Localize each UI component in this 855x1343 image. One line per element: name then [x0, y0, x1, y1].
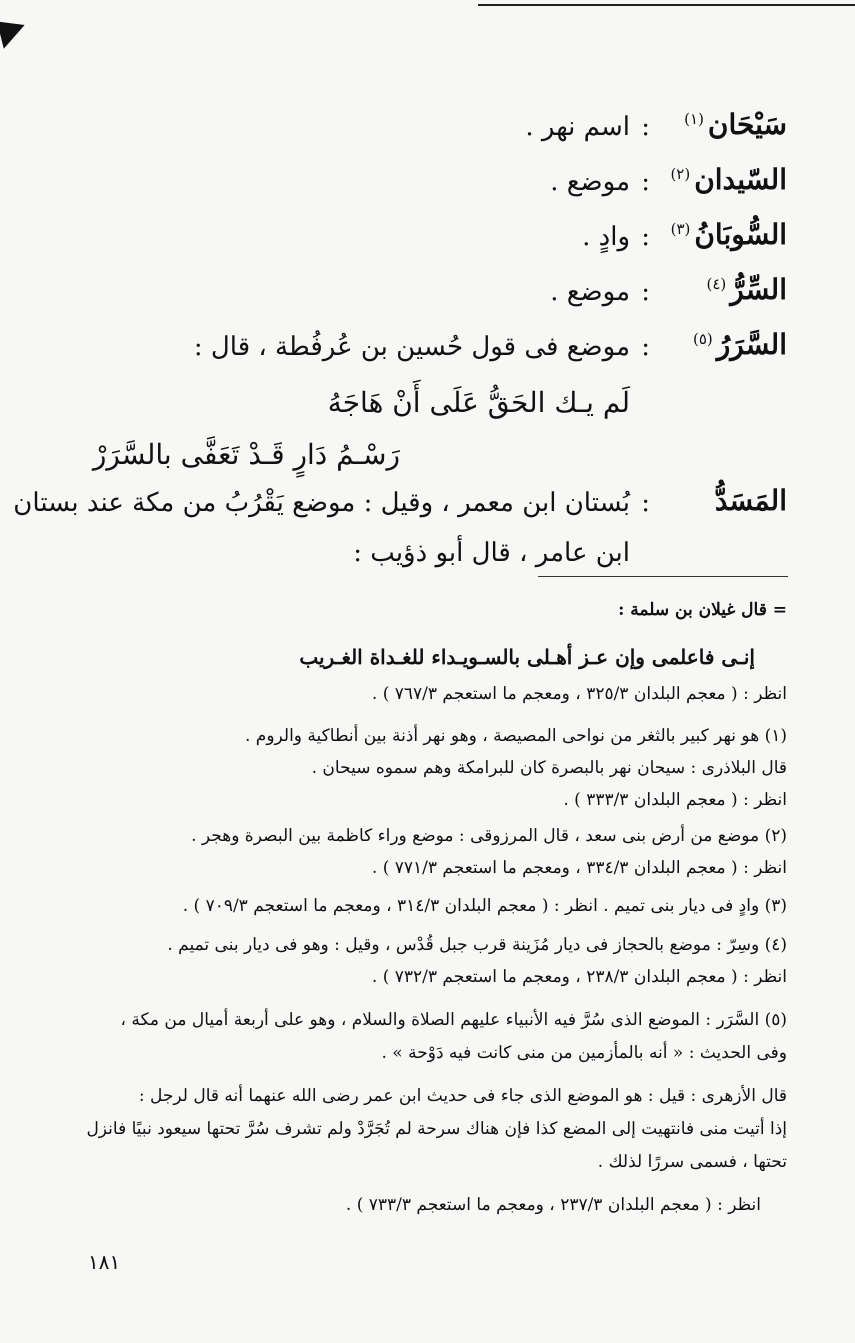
entry-text: اسم نهر . [525, 112, 630, 142]
entry-text: موضع فى قول حُسين بن عُرفُطة ، قال : [193, 332, 630, 362]
entry-text: وادٍ . [582, 222, 630, 252]
footnote-3: (٣) وادٍ فى ديار بنى تميم . انظر : ( معجم البلدان ٣١٤/٣ ، ومعجم ما استعجم ٧٠٩/٣ ) . [182, 896, 787, 916]
verse-line-1: لَم يـك الحَقُّ عَلَى أَنْ هَاجَهُ [327, 386, 630, 419]
colon: : [641, 112, 650, 142]
footnote-separator [538, 576, 788, 577]
footnote-1: (١) هو نهر كبير بالثغر من نواحى المصيصة ، وهو نهر أذنة بين أنطاكية والروم . [244, 726, 787, 746]
entry-text-continued: ابن عامر ، قال أبو ذؤيب : [353, 538, 630, 568]
verse-line-2: رَسْـمُ دَارٍ قَـدْ تَعَفَّى بالسَّرَرْ [92, 438, 400, 471]
footnote-4: (٤) وسِرّ : موضع بالحجاز فى ديار مُزَينة قرب جبل قُدْس ، وقيل : وهو فى ديار بنى تميم . [167, 935, 787, 955]
footnote-5: (٥) السَّرَر : الموضع الذى سُرَّ فيه الأنبياء عليهم الصلاة والسلام ، وهو على أربعة أميال من مكة ، [120, 1010, 787, 1030]
entry-head-saydan: السّيدان$^{(٢)}$ [670, 163, 787, 196]
footnote-5-reference: انظر : ( معجم البلدان ٢٣٧/٣ ، ومعجم ما استعجم ٧٣٣/٣ ) . [345, 1195, 761, 1215]
footnote-verse: إنـى فاعلمى وإن عـز أهـلى بالسـويـداء للغـداة الغـريب [299, 645, 755, 669]
footnote-1-cont: قال البلاذرى : سيحان نهر بالبصرة كان للبرامكة وهم سموه سيحان . [311, 758, 787, 778]
colon: : [641, 332, 650, 362]
footnote-5-cont: وفى الحديث : « أنه بالمأزمين من منى كانت فيه دَوْحة » . [381, 1043, 787, 1063]
colon: : [641, 167, 650, 197]
footnote-4-reference: انظر : ( معجم البلدان ٢٣٨/٣ ، ومعجم ما استعجم ٧٣٢/٣ ) . [371, 967, 787, 987]
colon: : [641, 488, 650, 518]
footnote-2: (٢) موضع من أرض بنى سعد ، قال المرزوقى : موضع وراء كاظمة بين البصرة وهجر . [191, 826, 787, 846]
top-rule [478, 4, 855, 6]
entry-text: موضع . [550, 167, 630, 197]
entry-text: موضع . [550, 277, 630, 307]
corner-mark [0, 15, 29, 48]
entry-text: بُستان ابن معمر ، وقيل : موضع يَقْرُبُ من مكة عند بستان [13, 488, 630, 518]
entry-head-sirr: السِّرُّ$^{(٤)}$ [706, 273, 787, 306]
colon: : [641, 277, 650, 307]
entry-head-sayhan: سَيْحَان$^{(١)}$ [684, 108, 787, 141]
entry-head-suban: السُّوبَانُ$^{(٣)}$ [670, 218, 787, 251]
footnote-5-hadith: إذا أتيت منى فانتهيت إلى المضع كذا فإن هناك سرحة لم تُجَرَّدْ ولم تشرف سُرَّ تحتها سيعود نبيًا فانزل [86, 1119, 787, 1139]
footnote-2-reference: انظر : ( معجم البلدان ٣٣٤/٣ ، ومعجم ما استعجم ٧٧١/٣ ) . [371, 858, 787, 878]
footnote-5-azhari: قال الأزهرى : قيل : هو الموضع الذى جاء فى حديث ابن عمر رضى الله عنهما أنه قال لرجل : [138, 1086, 787, 1106]
footnote-1-reference: انظر : ( معجم البلدان ٣٣٣/٣ ) . [563, 790, 787, 810]
footnote-reference: انظر : ( معجم البلدان ٣٢٥/٣ ، ومعجم ما استعجم ٧٦٧/٣ ) . [371, 684, 787, 704]
page-number: ١٨١ [88, 1250, 121, 1274]
entry-head-masad: المَسَدُّ [714, 484, 787, 517]
footnote-5-end: تحتها ، فسمى سررًا لذلك . [597, 1152, 787, 1172]
footnote-continued-intro: = قال غيلان بن سلمة : [618, 600, 787, 620]
colon: : [641, 222, 650, 252]
entry-head-sarar: السَّرَرُ$^{(٥)}$ [692, 328, 787, 361]
